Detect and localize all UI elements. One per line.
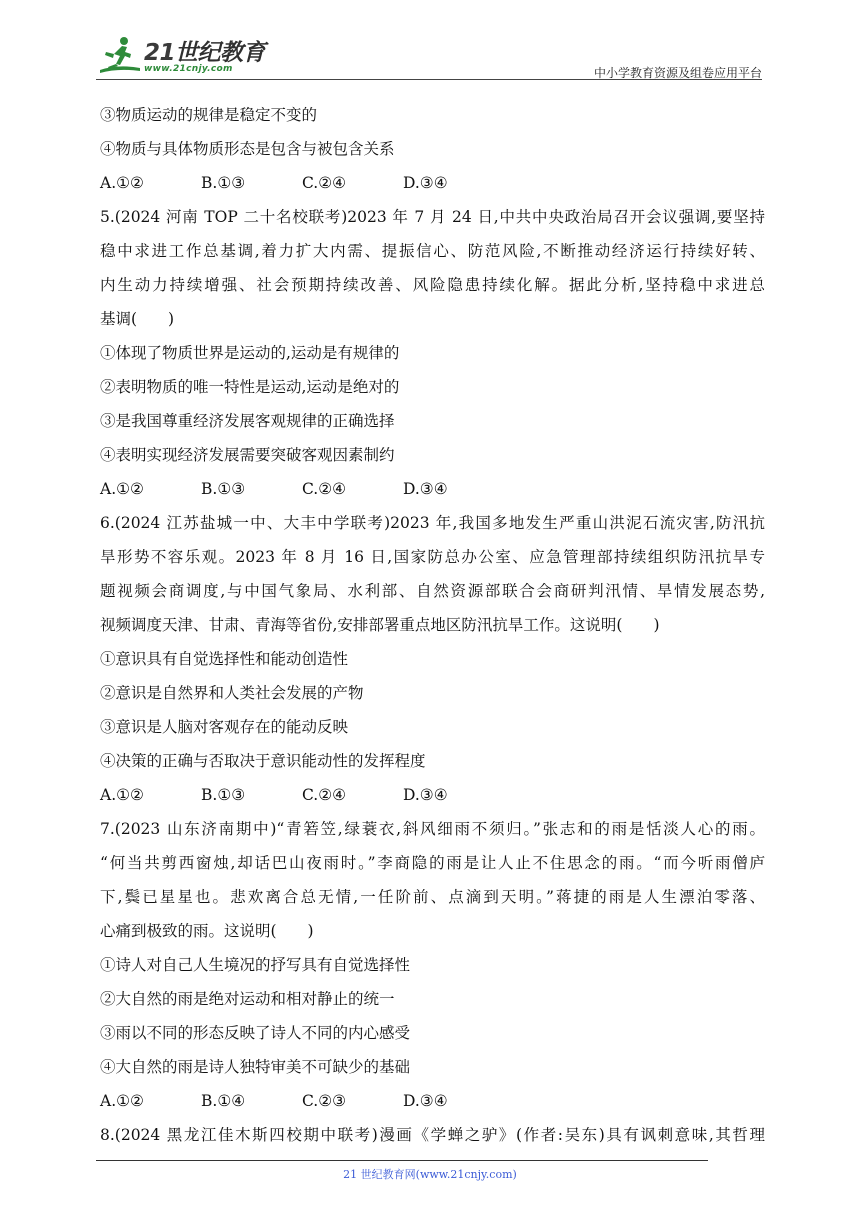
footer-text: 21 世纪教育网(www.21cnjy.com): [343, 1168, 517, 1181]
answer-options: [100, 472, 765, 506]
text-line: ②大自然的雨是绝对运动和相对静止的统一: [100, 990, 395, 1008]
text-line: 旱形势不容乐观。2023 年 8 月 16 日,国家防总办公室、应急管理部持续组织防汛抗旱专: [100, 548, 765, 566]
page-header: [96, 34, 762, 80]
answer-option: B.①③: [201, 786, 246, 804]
text-line: ④物质与具体物质形态是包含与被包含关系: [100, 140, 395, 158]
answer-option: C.②④: [302, 174, 347, 192]
answer-option: D.③④: [403, 480, 448, 498]
text-line: ①体现了物质世界是运动的,运动是有规律的: [100, 344, 400, 362]
answer-option: B.①③: [201, 174, 246, 192]
answer-option: A.①②: [100, 480, 144, 498]
text-line: ④表明实现经济发展需要突破客观因素制约: [100, 446, 395, 464]
text-line: ③是我国尊重经济发展客观规律的正确选择: [100, 412, 395, 430]
answer-option: B.①④: [201, 1092, 246, 1110]
text-line: ①意识具有自觉选择性和能动创造性: [100, 650, 349, 668]
text-line: 稳中求进工作总基调,着力扩大内需、提振信心、防范风险,不断推动经济运行持续好转、: [100, 242, 765, 260]
document-body: [100, 98, 765, 1152]
runner-logo-icon: [96, 34, 142, 78]
text-line: 题视频会商调度,与中国气象局、水利部、自然资源部联合会商研判汛情、旱情发展态势,: [100, 582, 765, 600]
header-divider: [96, 79, 762, 80]
text-line: ③物质运动的规律是稳定不变的: [100, 106, 318, 124]
text-line: ①诗人对自己人生境况的抒写具有自觉选择性: [100, 956, 411, 974]
answer-options: [100, 1084, 765, 1118]
text-line: 视频调度天津、甘肃、青海等省份,安排部署重点地区防汛抗旱工作。这说明( ): [100, 616, 660, 634]
answer-option: C.②④: [302, 480, 347, 498]
text-line: 下,鬓已星星也。悲欢离合总无情,一任阶前、点滴到天明。”蒋捷的雨是人生漂泊零落、: [100, 888, 765, 906]
answer-options: [100, 166, 765, 200]
text-line: ②意识是自然界和人类社会发展的产物: [100, 684, 364, 702]
text-line: “何当共剪西窗烛,却话巴山夜雨时。”李商隐的雨是让人止不住思念的雨。“而今听雨僧庐: [100, 854, 765, 872]
text-line: 7.(2023 山东济南期中)“青箬笠,绿蓑衣,斜风细雨不须归。”张志和的雨是恬淡人心的雨。: [100, 820, 765, 838]
text-line: 6.(2024 江苏盐城一中、大丰中学联考)2023 年,我国多地发生严重山洪泥石流灾害,防汛抗: [100, 514, 765, 532]
text-line: ④决策的正确与否取决于意识能动性的发挥程度: [100, 752, 426, 770]
answer-option: C.②④: [302, 786, 347, 804]
answer-option: A.①②: [100, 174, 144, 192]
text-line: ③意识是人脑对客观存在的能动反映: [100, 718, 349, 736]
text-line: ④大自然的雨是诗人独特审美不可缺少的基础: [100, 1058, 411, 1076]
text-line: ②表明物质的唯一特性是运动,运动是绝对的: [100, 378, 400, 396]
answer-option: A.①②: [100, 1092, 144, 1110]
logo-url: www.21cnjy.com: [144, 64, 233, 74]
answer-options: [100, 778, 765, 812]
logo: [96, 34, 266, 78]
answer-option: C.②③: [302, 1092, 347, 1110]
text-line: 基调( ): [100, 310, 175, 328]
text-line: 内生动力持续增强、社会预期持续改善、风险隐患持续化解。据此分析,坚持稳中求进总: [100, 276, 765, 294]
footer-divider: [96, 1160, 708, 1161]
answer-option: B.①③: [201, 480, 246, 498]
answer-option: A.①②: [100, 786, 144, 804]
answer-option: D.③④: [403, 786, 448, 804]
text-line: ③雨以不同的形态反映了诗人不同的内心感受: [100, 1024, 411, 1042]
text-line: 5.(2024 河南 TOP 二十名校联考)2023 年 7 月 24 日,中共中央政治局召开会议强调,要坚持: [100, 208, 765, 226]
answer-option: D.③④: [403, 1092, 448, 1110]
answer-option: D.③④: [403, 174, 448, 192]
platform-name: 中小学教育资源及组卷应用平台: [593, 66, 762, 80]
logo-text: 21世纪教育: [144, 40, 266, 66]
text-line: 8.(2024 黑龙江佳木斯四校期中联考)漫画《学蝉之驴》(作者:吴东)具有讽刺意味,其哲理: [100, 1126, 765, 1144]
text-line: 心痛到极致的雨。这说明( ): [100, 922, 314, 940]
